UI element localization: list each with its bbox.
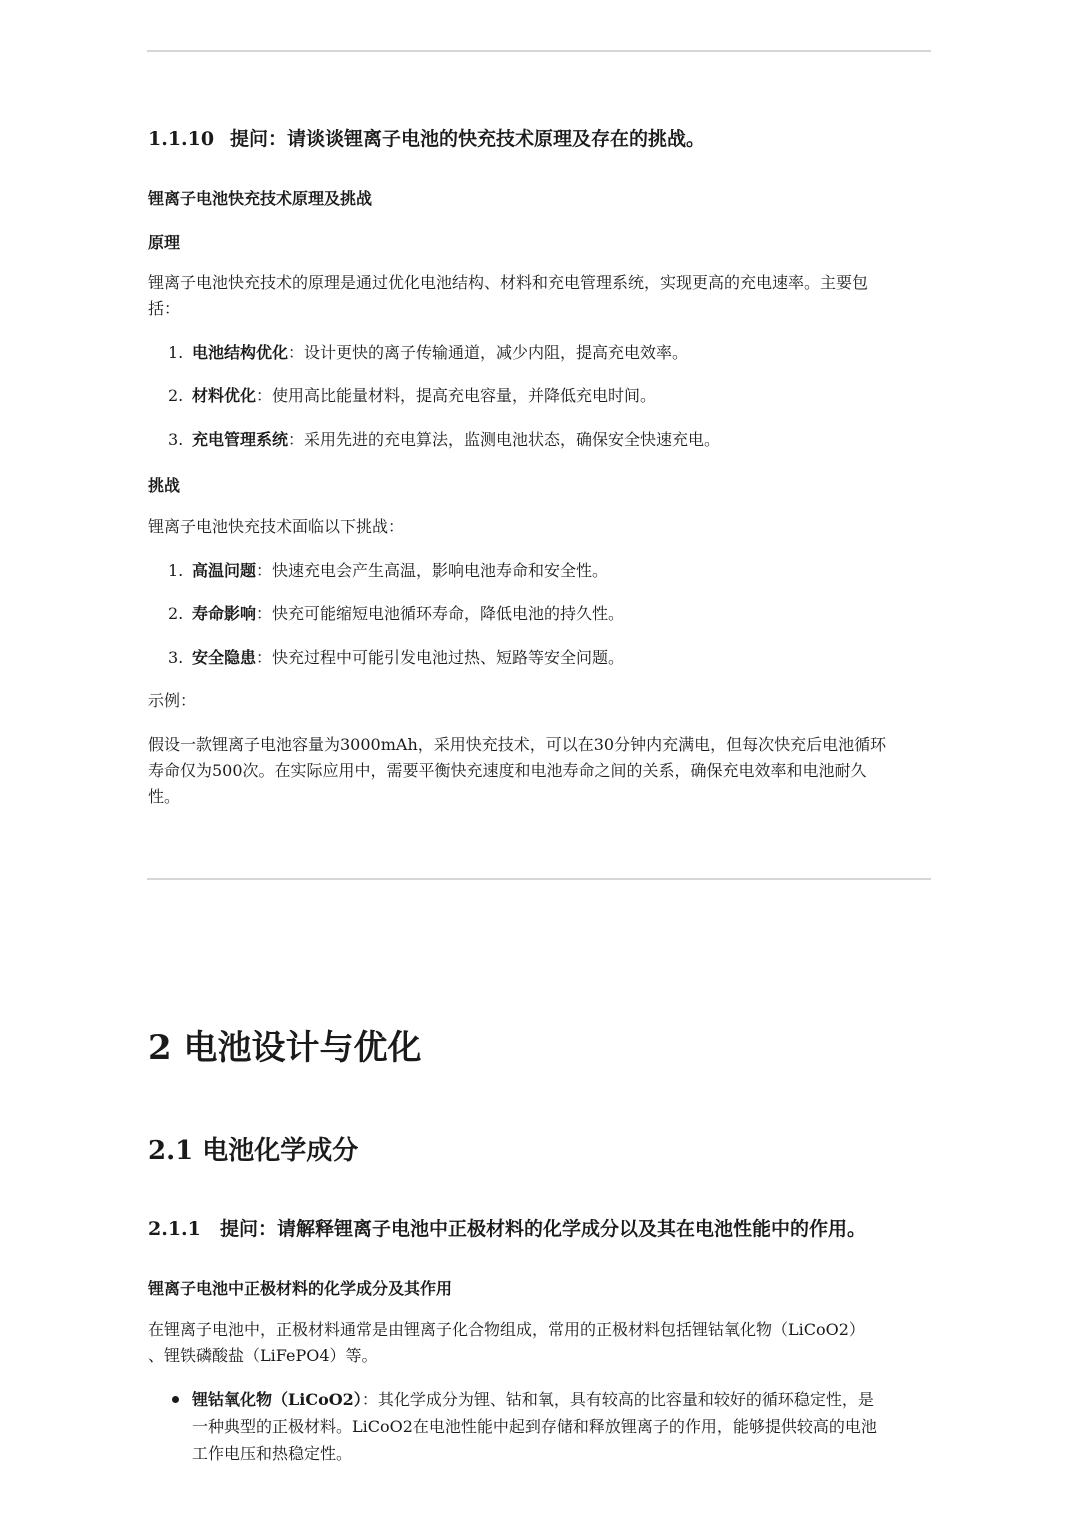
list-term: 充电管理系统: [192, 430, 289, 449]
challenge-intro: 锂离子电池快充技术面临以下挑战：: [148, 517, 405, 536]
list-number: 3.: [168, 648, 184, 667]
cathode-intro-line-2: 、锂铁磷酸盐（LiFePO4）等。: [148, 1346, 378, 1365]
example-label: 示例：: [148, 691, 197, 710]
example-line-3: 性。: [148, 787, 181, 806]
principle-intro-line-1: 锂离子电池快充技术的原理是通过优化电池结构、材料和充电管理系统，实现更高的充电速率。主要包: [148, 273, 869, 292]
list-number: 1.: [168, 343, 184, 362]
bullet-line-2: 一种典型的正极材料。LiCoO2在电池性能中起到存储和释放锂离子的作用，能够提供较高的电池: [192, 1417, 877, 1436]
section-heading-2-1-1: [148, 1214, 866, 1241]
list-desc: ：使用高比能量材料，提高充电容量，并降低充电时间。: [256, 386, 657, 405]
list-desc: ：快充过程中可能引发电池过热、短路等安全问题。: [256, 648, 625, 667]
list-item: [168, 645, 624, 671]
bullet-item-licoo2: [192, 1386, 934, 1467]
list-item: [168, 427, 720, 453]
principle-heading: 原理: [148, 233, 181, 252]
subtitle-fast-charge: 锂离子电池快充技术原理及挑战: [148, 189, 373, 208]
bullet-term: 锂钴氧化物（LiCoO2）: [192, 1390, 362, 1409]
list-item: [168, 601, 624, 627]
example-line-2: 寿命仅为500次。在实际应用中，需要平衡快充速度和电池寿命之间的关系，确保充电效率和电池耐久: [148, 761, 867, 780]
list-desc: ：快充可能缩短电池循环寿命，降低电池的持久性。: [256, 604, 625, 623]
section-title: 提问：请解释锂离子电池中正极材料的化学成分以及其在电池性能中的作用。: [220, 1218, 867, 1240]
list-term: 材料优化: [192, 386, 257, 405]
section-heading-1-1-10: [148, 124, 705, 151]
cathode-intro-line-1: 在锂离子电池中，正极材料通常是由锂离子化合物组成，常用的正极材料包括锂钴氧化物（LiCoO2）: [148, 1320, 865, 1339]
top-divider: [147, 50, 931, 52]
list-number: 2.: [168, 386, 184, 405]
list-term: 电池结构优化: [192, 343, 289, 362]
list-desc: ：设计更快的离子传输通道，减少内阻，提高充电效率。: [288, 343, 689, 362]
section-title: 提问：请谈谈锂离子电池的快充技术原理及存在的挑战。: [230, 128, 706, 150]
challenge-heading: 挑战: [148, 476, 181, 495]
list-term: 安全隐患: [192, 648, 257, 667]
list-desc: ：快速充电会产生高温，影响电池寿命和安全性。: [256, 561, 609, 580]
cathode-intro: [148, 1317, 934, 1369]
section-divider: [147, 878, 931, 880]
example-line-1: 假设一款锂离子电池容量为3000mAh，采用快充技术，可以在30分钟内充满电，但每次快充后电池循环: [148, 735, 887, 754]
list-desc: ：采用先进的充电算法，监测电池状态，确保安全快速充电。: [288, 430, 721, 449]
chapter-title: 2 电池设计与优化: [148, 1028, 422, 1068]
list-number: 1.: [168, 561, 184, 580]
list-item: [168, 558, 608, 584]
example-paragraph: [148, 732, 934, 810]
principle-intro: [148, 270, 934, 322]
list-item: [168, 340, 688, 366]
section-heading-2-1: 2.1 电池化学成分: [148, 1136, 359, 1166]
section-number: 1.1.10: [148, 128, 215, 150]
list-term: 寿命影响: [192, 604, 257, 623]
list-item: [168, 383, 656, 409]
bullet-desc: ：其化学成分为锂、钴和氧，具有较高的比容量和较好的循环稳定性，是: [361, 1390, 874, 1409]
list-number: 3.: [168, 430, 184, 449]
section-number: 2.1.1: [148, 1218, 201, 1240]
bullet-line-3: 工作电压和热稳定性。: [192, 1444, 353, 1463]
subtitle-cathode: 锂离子电池中正极材料的化学成分及其作用: [148, 1279, 453, 1298]
list-number: 2.: [168, 604, 184, 623]
bullet-dot: [172, 1396, 179, 1403]
bullet-line-1: [192, 1386, 934, 1413]
list-term: 高温问题: [192, 561, 257, 580]
principle-intro-line-2: 括：: [148, 299, 181, 318]
